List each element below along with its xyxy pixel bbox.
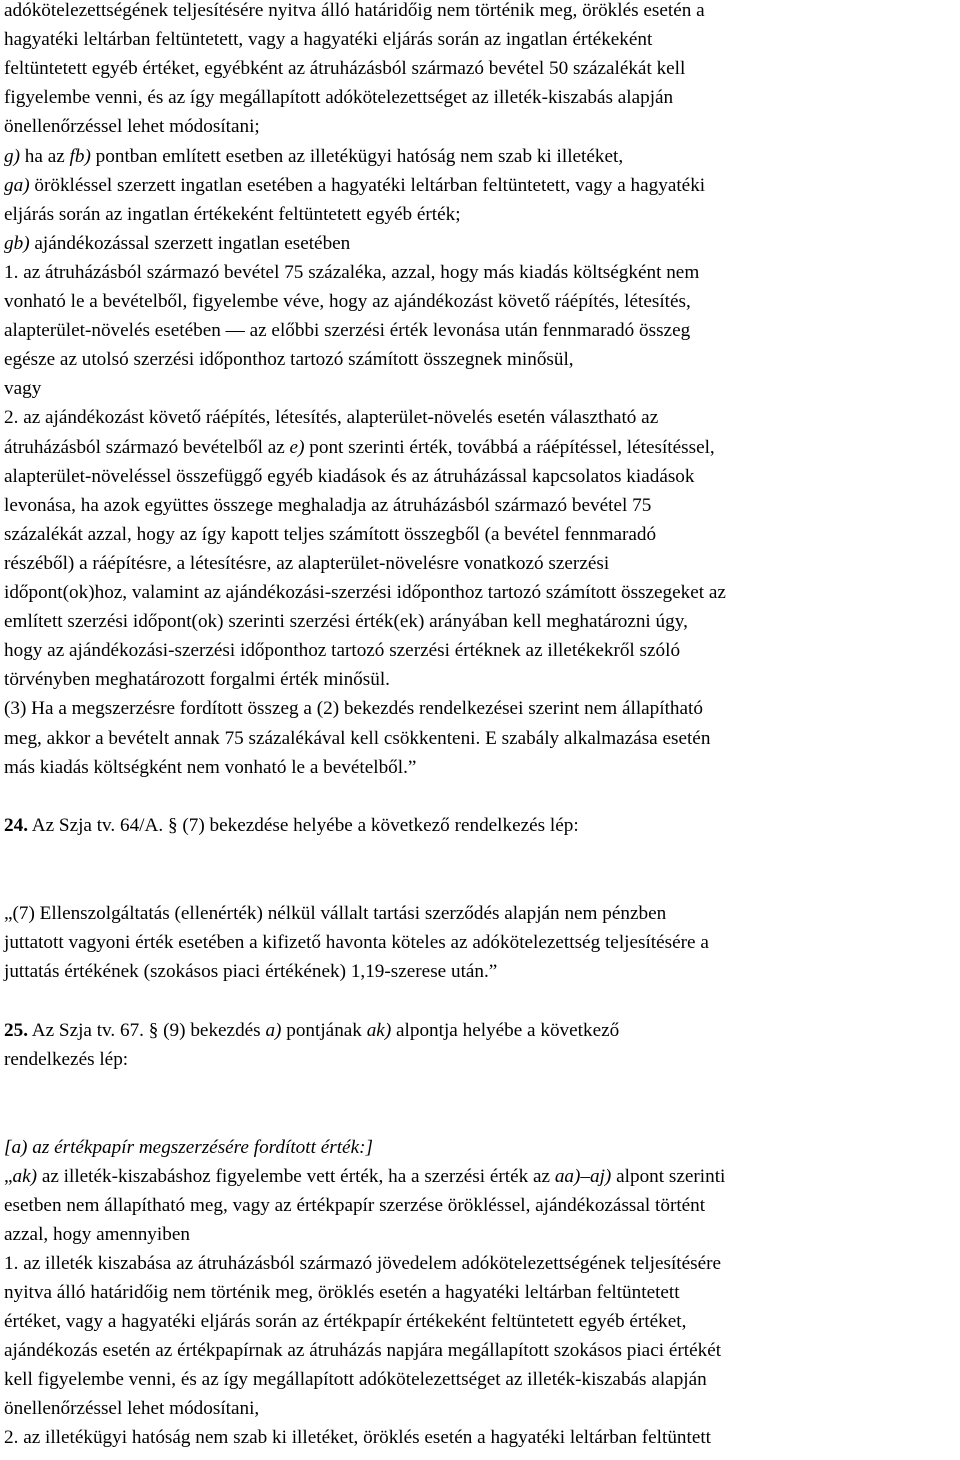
text-line: [4, 58, 685, 80]
text-segment: 2. az ajándékozást követő ráépítés, létesítés, alapterület-növelés esetén választható az: [4, 407, 659, 428]
text-line: [4, 378, 41, 400]
text-segment: juttatás értékének (szokásos piaci értékének) 1,19-szerese után.”: [4, 961, 498, 982]
italic-text: fb): [69, 146, 91, 167]
text-line: [4, 233, 350, 255]
text-line: [4, 175, 705, 197]
italic-text: aa)–aj): [554, 1166, 612, 1187]
text-segment: ha az: [19, 146, 70, 167]
text-line: [4, 1137, 373, 1159]
italic-text: ak): [366, 1020, 392, 1041]
text-segment: önellenőrzéssel lehet módosítani;: [4, 116, 260, 137]
text-segment: örökléssel szerzett ingatlan esetében a hagyatéki leltárban feltüntetett, vagy a hagyatéki: [29, 175, 706, 196]
text-segment: levonása, ha azok együttes összege meghaladja az átruházásból származó bevétel 75: [4, 495, 652, 516]
text-line: [4, 1166, 725, 1188]
bold-text: 25.: [4, 1020, 28, 1041]
text-segment: százalékát azzal, hogy az így kapott teljes számított összegből (a bevétel fennmaradó: [4, 524, 657, 545]
text-line: [4, 146, 623, 168]
text-segment: pontjának: [281, 1020, 367, 1041]
text-segment: más kiadás költségként nem vonható le a bevételből.”: [4, 757, 417, 778]
text-segment: 1. az átruházásból származó bevétel 75 százaléka, azzal, hogy más kiadás költségként nem: [4, 262, 700, 283]
text-segment: időpont(ok)hoz, valamint az ajándékozási-szerzési időponthoz tartozó számított összegeket az: [4, 582, 726, 603]
text-segment: Az Szja tv. 64/A. § (7) bekezdése helyébe a következő rendelkezés lép:: [27, 815, 579, 836]
text-segment: nyitva álló határidőig nem történik meg, öröklés esetén a hagyatéki leltárban feltüntetett: [4, 1282, 680, 1303]
text-line: [4, 1282, 680, 1304]
text-line: [4, 698, 703, 720]
text-line: [4, 582, 726, 604]
text-line: [4, 669, 390, 691]
text-line: [4, 1398, 259, 1420]
text-segment: alapterület-növelés esetében ― az előbbi szerzési érték levonása után fennmaradó összeg: [4, 320, 691, 341]
text-line: [4, 1311, 686, 1333]
text-line: [4, 320, 690, 342]
text-segment: kell figyelembe venni, és az így megállapított adókötelezettséget az illeték-kiszabás alapján: [4, 1369, 707, 1390]
text-segment: alapterület-növeléssel összefüggő egyéb kiadások és az átruházással kapcsolatos kiadások: [4, 466, 695, 487]
text-line: [4, 0, 705, 22]
text-line: [4, 728, 710, 750]
text-segment: átruházásból származó bevételből az: [4, 437, 290, 458]
text-line: [4, 87, 673, 109]
text-line: [4, 524, 656, 546]
text-segment: alpont szerinti: [611, 1166, 726, 1187]
text-segment: 2. az illetékügyi hatóság nem szab ki illetéket, öröklés esetén a hagyatéki leltárban feltüntett: [4, 1427, 712, 1448]
text-segment: feltüntetett egyéb értéket, egyébként az átruházásból származó bevétel 50 százalékát kell: [4, 58, 686, 79]
text-segment: vagy: [4, 378, 42, 399]
text-segment: pontban említett esetben az illetékügyi hatóság nem szab ki illetéket,: [90, 146, 624, 167]
text-line: [4, 291, 691, 313]
text-line: [4, 262, 699, 284]
text-line: [4, 903, 666, 925]
text-line: [4, 932, 709, 954]
text-line: [4, 640, 680, 662]
italic-text: [a) az értékpapír megszerzésére fordított érték:]: [4, 1137, 373, 1158]
text-line: [4, 349, 574, 371]
text-line: [4, 1049, 128, 1071]
text-segment: eljárás során az ingatlan értékeként feltüntetett egyéb érték;: [4, 204, 461, 225]
text-line: [4, 437, 715, 459]
italic-text: a): [265, 1020, 282, 1041]
text-segment: 1. az illeték kiszabása az átruházásból származó jövedelem adókötelezettségének teljesítésére: [4, 1253, 722, 1274]
text-segment: hogy az ajándékozási-szerzési időponthoz tartozó szerzési értéknek az illetékekről szóló: [4, 640, 681, 661]
italic-text: ga): [4, 175, 30, 196]
text-segment: vonható le a bevételből, figyelembe véve, hogy az ajándékozást követő ráépítés, létesítés,: [4, 291, 691, 312]
text-line: [4, 611, 688, 633]
text-line: [4, 1020, 619, 1042]
text-segment: törvényben meghatározott forgalmi érték minősül.: [4, 669, 390, 690]
text-line: [4, 1195, 705, 1217]
text-segment: az illeték-kiszabáshoz figyelembe vett érték, ha a szerzési érték az: [37, 1166, 555, 1187]
text-line: [4, 1224, 190, 1246]
text-segment: pont szerinti érték, továbbá a ráépítéssel, létesítéssel,: [304, 437, 715, 458]
text-segment: „(7) Ellenszolgáltatás (ellenérték) nélkül vállalt tartási szerződés alapján nem pénzben: [4, 903, 667, 924]
text-segment: alpontja helyébe a következő: [391, 1020, 620, 1041]
text-line: [4, 466, 695, 488]
text-segment: ajándékozás esetén az értékpapírnak az átruházás napjára megállapított szokásos piaci értékét: [4, 1340, 722, 1361]
text-segment: azzal, hogy amennyiben: [4, 1224, 190, 1245]
text-line: [4, 1369, 707, 1391]
text-segment: meg, akkor a bevételt annak 75 százalékával kell csökkenteni. E szabály alkalmazása esetén: [4, 728, 711, 749]
text-line: [4, 757, 416, 779]
text-segment: adókötelezettségének teljesítésére nyitva álló határidőig nem történik meg, öröklés esetén a: [4, 0, 705, 21]
text-line: [4, 204, 461, 226]
text-segment: esetben nem állapítható meg, vagy az értékpapír szerzése örökléssel, ajándékozással történt: [4, 1195, 706, 1216]
text-line: [4, 116, 260, 138]
text-segment: Az Szja tv. 67. § (9) bekezdés: [27, 1020, 266, 1041]
text-line: [4, 961, 497, 983]
text-line: [4, 1427, 711, 1449]
text-segment: részéből) a ráépítésre, a létesítésre, az alapterület-növelésre vonatkozó szerzési: [4, 553, 610, 574]
text-line: [4, 495, 651, 517]
text-segment: „: [4, 1166, 13, 1187]
text-line: [4, 815, 579, 837]
text-line: [4, 29, 652, 51]
text-line: [4, 1253, 721, 1275]
text-segment: hagyatéki leltárban feltüntetett, vagy a hagyatéki eljárás során az ingatlan értékeként: [4, 29, 653, 50]
text-line: [4, 407, 658, 429]
text-segment: említett szerzési időpont(ok) szerinti szerzési érték(ek) arányában kell meghatározni úgy,: [4, 611, 688, 632]
italic-text: ak): [12, 1166, 38, 1187]
text-segment: önellenőrzéssel lehet módosítani,: [4, 1398, 260, 1419]
text-segment: (3) Ha a megszerzésre fordított összeg a (2) bekezdés rendelkezései szerint nem állapítható: [4, 698, 703, 719]
text-line: [4, 553, 609, 575]
text-segment: ajándékozással szerzett ingatlan esetében: [29, 233, 351, 254]
italic-text: e): [289, 437, 305, 458]
italic-text: g): [4, 146, 20, 167]
text-segment: értéket, vagy a hagyatéki eljárás során az értékpapír értékeként feltüntetett egyéb értéket,: [4, 1311, 687, 1332]
text-segment: rendelkezés lép:: [4, 1049, 129, 1070]
text-segment: egésze az utolsó szerzési időponthoz tartozó számított összegnek minősül,: [4, 349, 574, 370]
text-segment: figyelembe venni, és az így megállapított adókötelezettséget az illeték-kiszabás alapján: [4, 87, 674, 108]
italic-text: gb): [4, 233, 30, 254]
text-line: [4, 1340, 721, 1362]
text-segment: juttatott vagyoni érték esetében a kifizető havonta köteles az adókötelezettség teljesítésére a: [4, 932, 709, 953]
bold-text: 24.: [4, 815, 28, 836]
